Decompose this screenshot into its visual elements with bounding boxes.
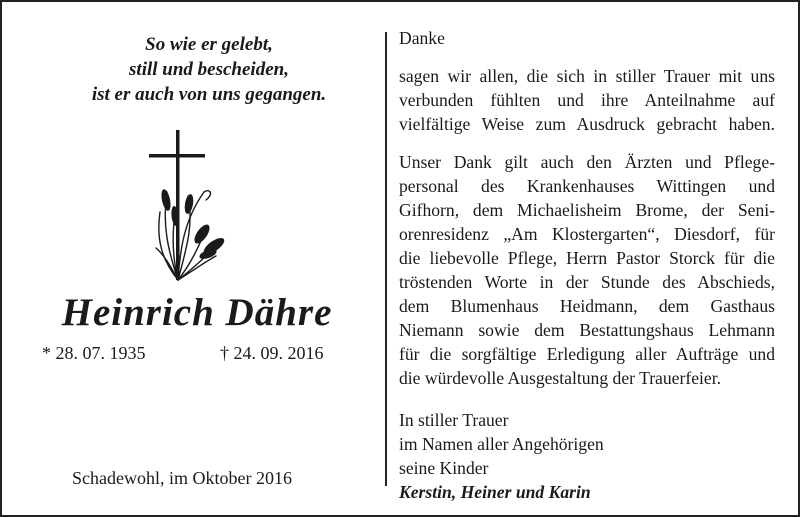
text-line: verbunden fühlten und ihre Anteilnahme auf xyxy=(399,90,775,110)
thanks-column xyxy=(399,26,775,504)
text-line: vielfältige Weise zum Ausdruck gebracht haben. xyxy=(399,114,775,134)
place-and-date: Schadewohl, im Oktober 2016 xyxy=(72,468,292,488)
text-line: Niemann sowie dem Bestattungshaus Lehmann xyxy=(399,320,775,340)
deceased-name: Heinrich Dähre xyxy=(61,291,333,334)
birth-date: * 28. 07. 1935 xyxy=(42,343,146,363)
signers: Kerstin, Heiner und Karin xyxy=(399,482,591,502)
thanks-paragraph-1 xyxy=(399,64,775,136)
text-line: orenresidenz „Am Klostergarten“, Diesdorf, für xyxy=(399,224,775,244)
text-line: dem Blumenhaus Heidmann, dem Gasthaus xyxy=(399,296,775,316)
text-line: personal des Krankenhauses Wittingen und xyxy=(399,176,775,196)
text-line: sagen wir allen, die sich in stiller Trauer mit uns xyxy=(399,66,775,86)
closing-line: In stiller Trauer xyxy=(399,410,509,430)
text-line: tröstenden Worte in der Stunde des Abschieds, xyxy=(399,272,775,292)
closing-line: im Namen aller Angehörigen xyxy=(399,434,604,454)
closing-block xyxy=(399,408,775,504)
text-line: Gifhorn, dem Michaelisheim Brome, der Seni- xyxy=(399,200,775,220)
death-date: † 24. 09. 2016 xyxy=(220,343,324,363)
text-line: Unser Dank gilt auch den Ärzten und Pflege- xyxy=(399,152,775,172)
thanks-paragraph-2 xyxy=(399,150,775,390)
motto-line: So wie er gelebt, xyxy=(145,34,273,55)
text-line: die würdevolle Ausgestaltung der Trauerfeier. xyxy=(399,368,721,388)
text-line: die liebevolle Pflege, Herrn Pastor Storck für die xyxy=(399,248,775,268)
motto xyxy=(44,32,374,107)
motto-line: ist er auch von uns gegangen. xyxy=(91,84,327,105)
cross-with-grain-icon xyxy=(142,130,238,285)
thanks-heading: Danke xyxy=(399,28,445,48)
text-line: für die sorgfältige Erledigung aller Aufträge und xyxy=(399,344,775,364)
closing-line: seine Kinder xyxy=(399,458,489,478)
motto-line: still und bescheiden, xyxy=(129,59,289,80)
column-divider xyxy=(385,32,387,486)
